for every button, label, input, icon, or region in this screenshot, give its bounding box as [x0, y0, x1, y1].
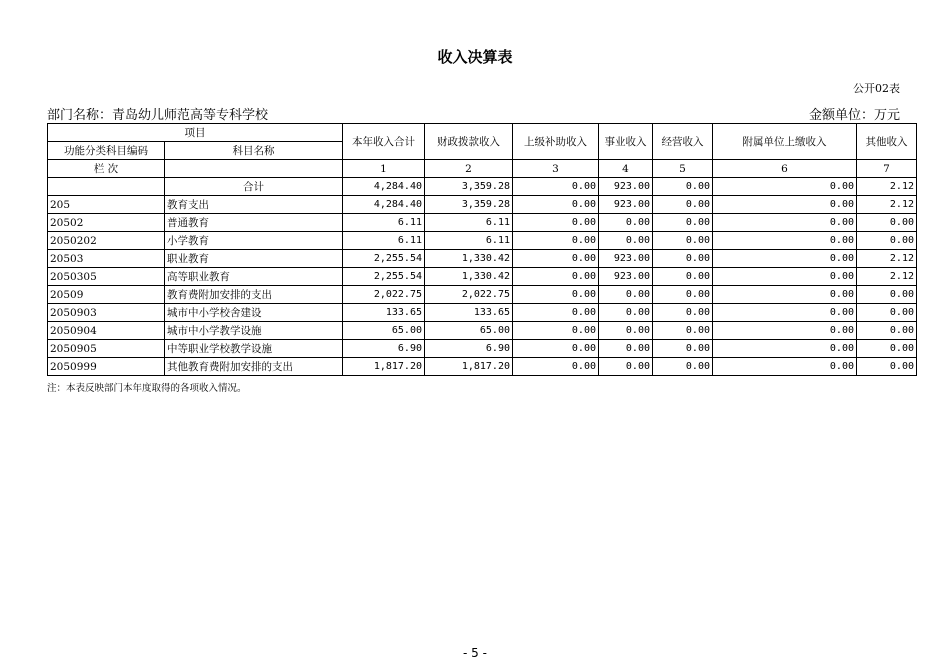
table-row	[48, 268, 917, 286]
cell-value: 4,284.40	[343, 196, 425, 214]
row-name: 教育费附加安排的支出	[165, 286, 343, 304]
cell-value: 0.00	[713, 286, 857, 304]
table-note: 注：本表反映部门本年度取得的各项收入情况。	[47, 383, 247, 394]
cell-value: 6.11	[343, 232, 425, 250]
cell-value: 923.00	[599, 268, 653, 286]
cell-value: 1,330.42	[425, 268, 513, 286]
cell-value: 0.00	[599, 286, 653, 304]
col-number: 4	[599, 160, 653, 178]
table-row	[48, 232, 917, 250]
row-name: 普通教育	[165, 214, 343, 232]
cell-value: 65.00	[343, 322, 425, 340]
table-row	[48, 196, 917, 214]
row-seq-blank	[165, 160, 343, 178]
cell-value: 4,284.40	[343, 178, 425, 196]
cell-value: 2.12	[857, 250, 917, 268]
col-header-4: 事业收入	[599, 124, 653, 160]
item-group-header: 项目	[48, 124, 343, 142]
cell-value: 0.00	[857, 304, 917, 322]
table-row	[48, 214, 917, 232]
table-row	[48, 304, 917, 322]
row-code: 205	[48, 196, 165, 214]
cell-value: 0.00	[713, 268, 857, 286]
cell-value: 133.65	[343, 304, 425, 322]
code-header: 功能分类科目编码	[48, 142, 165, 160]
cell-value: 6.11	[343, 214, 425, 232]
cell-value: 0.00	[713, 250, 857, 268]
cell-value: 1,330.42	[425, 250, 513, 268]
cell-value: 3,359.28	[425, 196, 513, 214]
cell-value: 0.00	[857, 340, 917, 358]
cell-value: 6.90	[425, 340, 513, 358]
cell-value: 0.00	[513, 214, 599, 232]
cell-value: 0.00	[713, 358, 857, 376]
header-row-1	[48, 124, 917, 142]
table-row	[48, 250, 917, 268]
total-label: 合计	[165, 178, 343, 196]
col-header-3: 上级补助收入	[513, 124, 599, 160]
row-code: 20503	[48, 250, 165, 268]
form-number: 公开02表	[853, 82, 900, 95]
column-number-row	[48, 160, 917, 178]
col-number: 2	[425, 160, 513, 178]
cell-value: 923.00	[599, 178, 653, 196]
col-header-6: 附属单位上缴收入	[713, 124, 857, 160]
row-name: 职业教育	[165, 250, 343, 268]
cell-value: 3,359.28	[425, 178, 513, 196]
cell-value: 0.00	[713, 214, 857, 232]
row-code: 20502	[48, 214, 165, 232]
row-name: 城市中小学校舍建设	[165, 304, 343, 322]
cell-value: 0.00	[857, 286, 917, 304]
row-name: 城市中小学教学设施	[165, 322, 343, 340]
cell-value: 923.00	[599, 250, 653, 268]
cell-value: 2.12	[857, 196, 917, 214]
col-header-1: 本年收入合计	[343, 124, 425, 160]
cell-value: 0.00	[857, 232, 917, 250]
cell-value: 0.00	[857, 322, 917, 340]
cell-value: 0.00	[653, 250, 713, 268]
row-seq-label: 栏 次	[48, 160, 165, 178]
row-code: 2050903	[48, 304, 165, 322]
row-name: 其他教育费附加安排的支出	[165, 358, 343, 376]
cell-value: 2,255.54	[343, 250, 425, 268]
cell-value: 0.00	[599, 304, 653, 322]
cell-value: 2,255.54	[343, 268, 425, 286]
cell-value: 0.00	[513, 250, 599, 268]
cell-value: 0.00	[653, 304, 713, 322]
cell-value: 923.00	[599, 196, 653, 214]
department-name: 部门名称：青岛幼儿师范高等专科学校	[47, 108, 269, 123]
cell-value: 1,817.20	[343, 358, 425, 376]
cell-value: 0.00	[599, 340, 653, 358]
cell-value: 2,022.75	[343, 286, 425, 304]
table-row	[48, 286, 917, 304]
col-header-5: 经营收入	[653, 124, 713, 160]
row-code: 2050202	[48, 232, 165, 250]
cell-value: 0.00	[857, 358, 917, 376]
cell-value: 1,817.20	[425, 358, 513, 376]
cell-value: 0.00	[653, 322, 713, 340]
cell-value: 0.00	[713, 232, 857, 250]
cell-value: 0.00	[713, 322, 857, 340]
row-code: 2050905	[48, 340, 165, 358]
cell-value: 0.00	[713, 178, 857, 196]
cell-value: 0.00	[653, 214, 713, 232]
col-number: 3	[513, 160, 599, 178]
col-header-7: 其他收入	[857, 124, 917, 160]
row-code: 20509	[48, 286, 165, 304]
cell-value: 0.00	[713, 340, 857, 358]
table-row	[48, 358, 917, 376]
col-header-2: 财政拨款收入	[425, 124, 513, 160]
row-name: 中等职业学校教学设施	[165, 340, 343, 358]
cell-value: 0.00	[653, 358, 713, 376]
name-header: 科目名称	[165, 142, 343, 160]
page-number: - 5 -	[463, 646, 487, 660]
cell-value: 0.00	[513, 286, 599, 304]
cell-value: 133.65	[425, 304, 513, 322]
table-row	[48, 322, 917, 340]
cell-value: 0.00	[513, 178, 599, 196]
cell-value: 65.00	[425, 322, 513, 340]
cell-value: 0.00	[513, 322, 599, 340]
cell-value: 6.11	[425, 232, 513, 250]
cell-value: 0.00	[653, 196, 713, 214]
cell-value: 0.00	[599, 214, 653, 232]
row-code: 2050305	[48, 268, 165, 286]
cell-value: 0.00	[653, 340, 713, 358]
row-name: 小学教育	[165, 232, 343, 250]
cell-value: 6.90	[343, 340, 425, 358]
cell-value: 0.00	[857, 214, 917, 232]
page-title: 收入决算表	[437, 48, 513, 66]
cell-value: 0.00	[513, 304, 599, 322]
cell-value: 0.00	[653, 286, 713, 304]
cell-value: 0.00	[513, 358, 599, 376]
col-number: 1	[343, 160, 425, 178]
col-number: 5	[653, 160, 713, 178]
row-name: 教育支出	[165, 196, 343, 214]
cell-value: 2.12	[857, 268, 917, 286]
cell-value: 0.00	[713, 304, 857, 322]
cell-value: 0.00	[599, 358, 653, 376]
col-number: 6	[713, 160, 857, 178]
cell-value: 2,022.75	[425, 286, 513, 304]
col-number: 7	[857, 160, 917, 178]
cell-value: 0.00	[599, 322, 653, 340]
total-code-cell	[48, 178, 165, 196]
total-row	[48, 178, 917, 196]
cell-value: 0.00	[513, 268, 599, 286]
cell-value: 0.00	[653, 268, 713, 286]
amount-unit: 金额单位：万元	[808, 108, 900, 123]
row-code: 2050904	[48, 322, 165, 340]
cell-value: 6.11	[425, 214, 513, 232]
row-code: 2050999	[48, 358, 165, 376]
cell-value: 2.12	[857, 178, 917, 196]
cell-value: 0.00	[513, 340, 599, 358]
cell-value: 0.00	[713, 196, 857, 214]
cell-value: 0.00	[513, 232, 599, 250]
row-name: 高等职业教育	[165, 268, 343, 286]
cell-value: 0.00	[513, 196, 599, 214]
income-table	[47, 123, 917, 376]
cell-value: 0.00	[599, 232, 653, 250]
cell-value: 0.00	[653, 232, 713, 250]
cell-value: 0.00	[653, 178, 713, 196]
table-row	[48, 340, 917, 358]
